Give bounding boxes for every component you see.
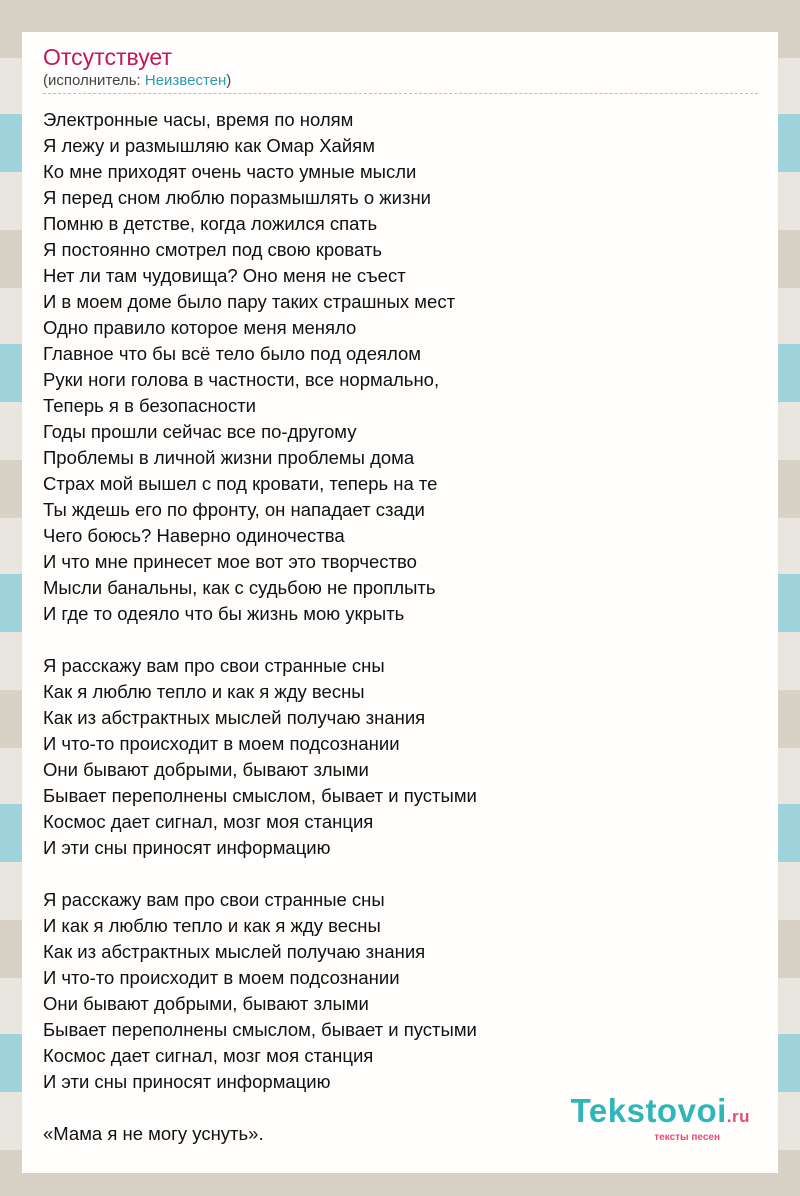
lyric-line: Страх мой вышел с под кровати, теперь на те [43, 473, 438, 494]
lyric-line: Космос дает сигнал, мозг моя станция [43, 1045, 374, 1066]
lyric-line: Они бывают добрыми, бывают злыми [43, 993, 369, 1014]
lyric-line: Они бывают добрыми, бывают злыми [43, 759, 369, 780]
lyric-line: Бывает переполнены смыслом, бывает и пустыми [43, 1019, 477, 1040]
lyric-line: Мысли банальны, как с судьбою не проплыть [43, 577, 436, 598]
lyric-line: Как из абстрактных мыслей получаю знания [43, 941, 426, 962]
lyric-line: Как из абстрактных мыслей получаю знания [43, 707, 426, 728]
lyric-line: И что мне принесет мое вот это творчество [43, 551, 417, 572]
lyric-line: Космос дает сигнал, мозг моя станция [43, 811, 374, 832]
logo-domain: .ru [726, 1107, 750, 1126]
title-divider [43, 93, 758, 94]
stanza-break [43, 861, 763, 887]
lyric-line: Ты ждешь его по фронту, он нападает сзади [43, 499, 425, 520]
performer-link[interactable]: Неизвестен [144, 72, 227, 89]
lyric-line: Чего боюсь? Наверно одиночества [43, 525, 345, 546]
lyric-line: И где то одеяло что бы жизнь мою укрыть [43, 603, 405, 624]
lyric-line: Ко мне приходят очень часто умные мысли [43, 161, 417, 182]
lyric-line: Одно правило которое меня меняло [43, 317, 357, 338]
lyric-line: Я расскажу вам про свои странные сны [43, 655, 385, 676]
lyric-line: И эти сны приносят информацию [43, 837, 331, 858]
lyric-line: Я лежу и размышляю как Омар Хайям [43, 135, 375, 156]
lyric-line: И что-то происходит в моем подсознании [43, 967, 400, 988]
lyric-line: И в моем доме было пару таких страшных мест [43, 291, 456, 312]
lyric-line: И эти сны приносят информацию [43, 1071, 331, 1092]
lyric-line: Нет ли там чудовища? Оно меня не съест [43, 265, 406, 286]
lyric-line: Бывает переполнены смыслом, бывает и пустыми [43, 785, 477, 806]
lyric-line: Электронные часы, время по нолям [43, 109, 354, 130]
lyric-line: Руки ноги голова в частности, все нормально, [43, 369, 440, 390]
lyric-line: Теперь я в безопасности [43, 395, 257, 416]
site-logo[interactable] [571, 1094, 750, 1143]
performer-suffix: ) [226, 72, 232, 89]
logo-main-text: Tekstovoi [570, 1092, 727, 1129]
lyric-line: И что-то происходит в моем подсознании [43, 733, 400, 754]
lyrics-text [43, 107, 763, 1147]
stanza-break [43, 627, 763, 653]
lyric-line: Я постоянно смотрел под свою кровать [43, 239, 383, 260]
lyric-line: Годы прошли сейчас все по-другому [43, 421, 357, 442]
lyric-line: И как я люблю тепло и как я жду весны [43, 915, 381, 936]
lyric-line: Я перед сном люблю поразмышлять о жизни [43, 187, 432, 208]
song-title: Отсутствует [43, 44, 172, 70]
lyric-line: Проблемы в личной жизни проблемы дома [43, 447, 415, 468]
performer-prefix: (исполнитель: [43, 72, 145, 89]
logo-wordmark [571, 1094, 750, 1134]
lyric-line: Помню в детстве, когда ложился спать [43, 213, 378, 234]
lyrics-card [22, 32, 778, 1173]
lyric-line: Я расскажу вам про свои странные сны [43, 889, 385, 910]
lyric-line: Главное что бы всё тело было под одеялом [43, 343, 422, 364]
performer-line [43, 72, 231, 90]
lyric-line: Как я люблю тепло и как я жду весны [43, 681, 365, 702]
lyric-line: «Мама я не могу уснуть». [43, 1123, 264, 1144]
logo-tagline: тексты песен [654, 1132, 720, 1143]
